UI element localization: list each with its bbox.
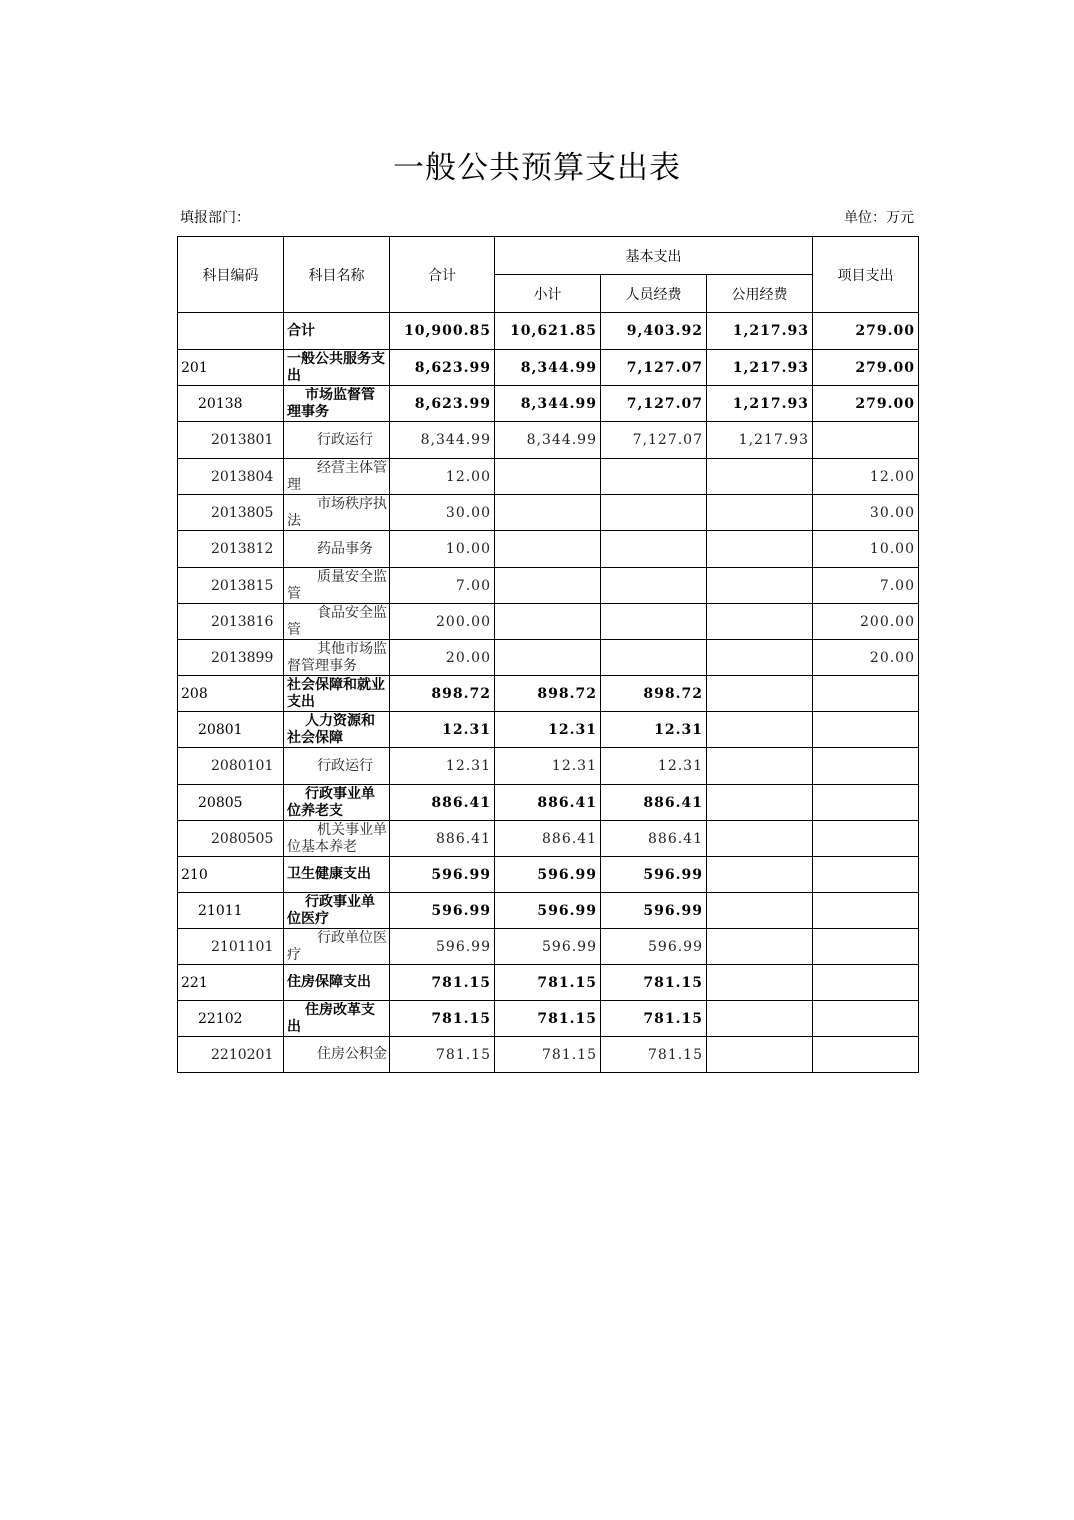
header-row-1	[178, 237, 919, 275]
cell-total: 781.15	[390, 965, 495, 1001]
cell-name	[284, 495, 390, 531]
cell-code: 2013805	[178, 495, 284, 531]
cell-project: 279.00	[813, 350, 919, 386]
cell-personnel	[601, 640, 707, 676]
cell-project	[813, 965, 919, 1001]
cell-code: 22102	[178, 1001, 284, 1037]
cell-personnel: 898.72	[601, 676, 707, 712]
header-project: 项目支出	[813, 237, 919, 313]
header-subtotal: 小计	[495, 275, 601, 313]
table-row	[178, 350, 919, 386]
cell-public	[707, 1037, 813, 1073]
cell-name-text: 食品安全监管	[287, 604, 387, 638]
cell-public	[707, 568, 813, 604]
cell-public	[707, 531, 813, 568]
cell-personnel: 596.99	[601, 929, 707, 965]
cell-subtotal: 12.31	[495, 748, 601, 785]
budget-expenditure-table	[177, 236, 919, 1073]
cell-total: 8,623.99	[390, 350, 495, 386]
cell-project: 279.00	[813, 386, 919, 422]
header-name: 科目名称	[284, 237, 390, 313]
cell-project	[813, 676, 919, 712]
table-row	[178, 965, 919, 1001]
cell-name	[284, 857, 390, 893]
cell-total: 596.99	[390, 929, 495, 965]
cell-name	[284, 893, 390, 929]
cell-personnel: 886.41	[601, 821, 707, 857]
cell-name	[284, 821, 390, 857]
table-row	[178, 857, 919, 893]
cell-personnel: 886.41	[601, 785, 707, 821]
cell-subtotal	[495, 568, 601, 604]
cell-public	[707, 893, 813, 929]
cell-subtotal: 596.99	[495, 857, 601, 893]
cell-subtotal: 886.41	[495, 821, 601, 857]
cell-total: 12.31	[390, 748, 495, 785]
cell-public	[707, 785, 813, 821]
table-row	[178, 386, 919, 422]
cell-personnel: 9,403.92	[601, 313, 707, 350]
cell-project: 30.00	[813, 495, 919, 531]
cell-total: 10,900.85	[390, 313, 495, 350]
cell-name	[284, 604, 390, 640]
table-row	[178, 313, 919, 350]
cell-code: 20805	[178, 785, 284, 821]
cell-name-text: 药品事务	[317, 541, 373, 557]
cell-project	[813, 422, 919, 459]
header-personnel: 人员经费	[601, 275, 707, 313]
cell-total: 898.72	[390, 676, 495, 712]
cell-name-text: 机关事业单位基本养老	[287, 821, 387, 855]
cell-personnel: 7,127.07	[601, 422, 707, 459]
cell-name	[284, 350, 390, 386]
cell-total: 30.00	[390, 495, 495, 531]
cell-public	[707, 821, 813, 857]
cell-code: 21011	[178, 893, 284, 929]
cell-project: 279.00	[813, 313, 919, 350]
cell-code: 2210201	[178, 1037, 284, 1073]
cell-total: 10.00	[390, 531, 495, 568]
cell-personnel: 781.15	[601, 1001, 707, 1037]
cell-personnel: 7,127.07	[601, 386, 707, 422]
header-total: 合计	[390, 237, 495, 313]
cell-name	[284, 676, 390, 712]
cell-project	[813, 857, 919, 893]
cell-total: 12.31	[390, 712, 495, 748]
cell-code: 2013815	[178, 568, 284, 604]
cell-subtotal	[495, 459, 601, 495]
cell-public	[707, 459, 813, 495]
cell-personnel: 781.15	[601, 1037, 707, 1073]
cell-name	[284, 1037, 390, 1073]
cell-name	[284, 748, 390, 785]
cell-name-text: 一般公共服务支出	[287, 350, 385, 384]
cell-subtotal: 596.99	[495, 929, 601, 965]
cell-name-text: 经营主体管理	[287, 459, 387, 493]
table-row	[178, 1001, 919, 1037]
cell-public	[707, 604, 813, 640]
cell-personnel: 12.31	[601, 748, 707, 785]
cell-name-text: 合计	[287, 323, 315, 339]
table-row	[178, 748, 919, 785]
cell-total: 886.41	[390, 785, 495, 821]
table-row	[178, 893, 919, 929]
cell-project: 20.00	[813, 640, 919, 676]
cell-code: 208	[178, 676, 284, 712]
cell-total: 781.15	[390, 1037, 495, 1073]
cell-project	[813, 929, 919, 965]
cell-subtotal: 8,344.99	[495, 350, 601, 386]
cell-code: 201	[178, 350, 284, 386]
cell-subtotal	[495, 604, 601, 640]
cell-name	[284, 712, 390, 748]
cell-code: 2013801	[178, 422, 284, 459]
table-row	[178, 495, 919, 531]
cell-subtotal: 781.15	[495, 1001, 601, 1037]
cell-project	[813, 1001, 919, 1037]
cell-name	[284, 785, 390, 821]
cell-name-text: 住房改革支出	[287, 1001, 375, 1035]
table-row	[178, 459, 919, 495]
cell-subtotal	[495, 531, 601, 568]
cell-subtotal: 898.72	[495, 676, 601, 712]
cell-subtotal: 10,621.85	[495, 313, 601, 350]
cell-subtotal: 781.15	[495, 965, 601, 1001]
table-body	[178, 313, 919, 1073]
cell-name-text: 其他市场监督管理事务	[287, 640, 387, 674]
page-title: 一般公共预算支出表	[393, 150, 681, 186]
cell-name-text: 住房保障支出	[287, 974, 371, 990]
cell-code: 221	[178, 965, 284, 1001]
cell-public: 1,217.93	[707, 386, 813, 422]
cell-name-text: 行政单位医疗	[287, 929, 387, 963]
table-row	[178, 676, 919, 712]
cell-name	[284, 568, 390, 604]
department-label: 填报部门：	[180, 210, 250, 226]
cell-project	[813, 821, 919, 857]
cell-code: 210	[178, 857, 284, 893]
cell-total: 12.00	[390, 459, 495, 495]
cell-project: 7.00	[813, 568, 919, 604]
cell-total: 886.41	[390, 821, 495, 857]
unit-label: 单位：万元	[844, 210, 914, 226]
cell-code: 2080101	[178, 748, 284, 785]
cell-name-text: 行政运行	[317, 432, 373, 448]
cell-project: 200.00	[813, 604, 919, 640]
cell-name-text: 市场监督管理事务	[287, 386, 375, 420]
cell-personnel	[601, 459, 707, 495]
cell-public	[707, 965, 813, 1001]
cell-subtotal: 12.31	[495, 712, 601, 748]
cell-personnel	[601, 495, 707, 531]
cell-total: 20.00	[390, 640, 495, 676]
cell-name-text: 人力资源和社会保障	[287, 712, 375, 746]
cell-subtotal: 781.15	[495, 1037, 601, 1073]
cell-project: 10.00	[813, 531, 919, 568]
cell-public	[707, 712, 813, 748]
cell-total: 8,623.99	[390, 386, 495, 422]
header-basic: 基本支出	[495, 237, 813, 275]
table-row	[178, 821, 919, 857]
cell-total: 200.00	[390, 604, 495, 640]
cell-code: 2013899	[178, 640, 284, 676]
cell-personnel: 596.99	[601, 857, 707, 893]
cell-total: 596.99	[390, 857, 495, 893]
cell-name-text: 行政事业单位养老支	[287, 785, 375, 819]
cell-code: 2013804	[178, 459, 284, 495]
cell-personnel	[601, 604, 707, 640]
cell-name	[284, 386, 390, 422]
table-row	[178, 422, 919, 459]
cell-public: 1,217.93	[707, 350, 813, 386]
cell-code: 2101101	[178, 929, 284, 965]
cell-total: 596.99	[390, 893, 495, 929]
cell-name	[284, 965, 390, 1001]
cell-public: 1,217.93	[707, 422, 813, 459]
cell-public	[707, 1001, 813, 1037]
table-row	[178, 531, 919, 568]
cell-name	[284, 313, 390, 350]
cell-name	[284, 531, 390, 568]
header-code: 科目编码	[178, 237, 284, 313]
table-row	[178, 640, 919, 676]
cell-total: 7.00	[390, 568, 495, 604]
cell-code: 20138	[178, 386, 284, 422]
cell-name	[284, 422, 390, 459]
cell-personnel: 596.99	[601, 893, 707, 929]
cell-public	[707, 748, 813, 785]
cell-name	[284, 459, 390, 495]
cell-code: 2013812	[178, 531, 284, 568]
cell-project: 12.00	[813, 459, 919, 495]
table-row	[178, 568, 919, 604]
table-row	[178, 1037, 919, 1073]
cell-name-text: 质量安全监管	[287, 568, 387, 602]
cell-subtotal: 886.41	[495, 785, 601, 821]
table-row	[178, 929, 919, 965]
cell-project	[813, 748, 919, 785]
cell-name-text: 卫生健康支出	[287, 866, 371, 882]
cell-code: 20801	[178, 712, 284, 748]
cell-name	[284, 1001, 390, 1037]
cell-name-text: 社会保障和就业支出	[287, 676, 385, 710]
cell-subtotal: 596.99	[495, 893, 601, 929]
cell-subtotal	[495, 495, 601, 531]
cell-total: 781.15	[390, 1001, 495, 1037]
cell-code	[178, 313, 284, 350]
cell-name-text: 行政运行	[317, 758, 373, 774]
cell-public: 1,217.93	[707, 313, 813, 350]
cell-public	[707, 676, 813, 712]
table-row	[178, 604, 919, 640]
cell-personnel	[601, 531, 707, 568]
cell-name-text: 住房公积金	[317, 1046, 387, 1062]
cell-subtotal: 8,344.99	[495, 386, 601, 422]
cell-name	[284, 640, 390, 676]
cell-public	[707, 857, 813, 893]
cell-name	[284, 929, 390, 965]
cell-subtotal: 8,344.99	[495, 422, 601, 459]
cell-project	[813, 712, 919, 748]
cell-personnel	[601, 568, 707, 604]
table-row	[178, 712, 919, 748]
cell-public	[707, 929, 813, 965]
cell-name-text: 市场秩序执法	[287, 495, 387, 529]
cell-personnel: 7,127.07	[601, 350, 707, 386]
cell-name-text: 行政事业单位医疗	[287, 893, 375, 927]
cell-public	[707, 495, 813, 531]
cell-code: 2080505	[178, 821, 284, 857]
cell-subtotal	[495, 640, 601, 676]
cell-project	[813, 1037, 919, 1073]
cell-public	[707, 640, 813, 676]
cell-personnel: 12.31	[601, 712, 707, 748]
cell-code: 2013816	[178, 604, 284, 640]
cell-personnel: 781.15	[601, 965, 707, 1001]
cell-total: 8,344.99	[390, 422, 495, 459]
table-row	[178, 785, 919, 821]
cell-project	[813, 893, 919, 929]
cell-project	[813, 785, 919, 821]
header-public: 公用经费	[707, 275, 813, 313]
